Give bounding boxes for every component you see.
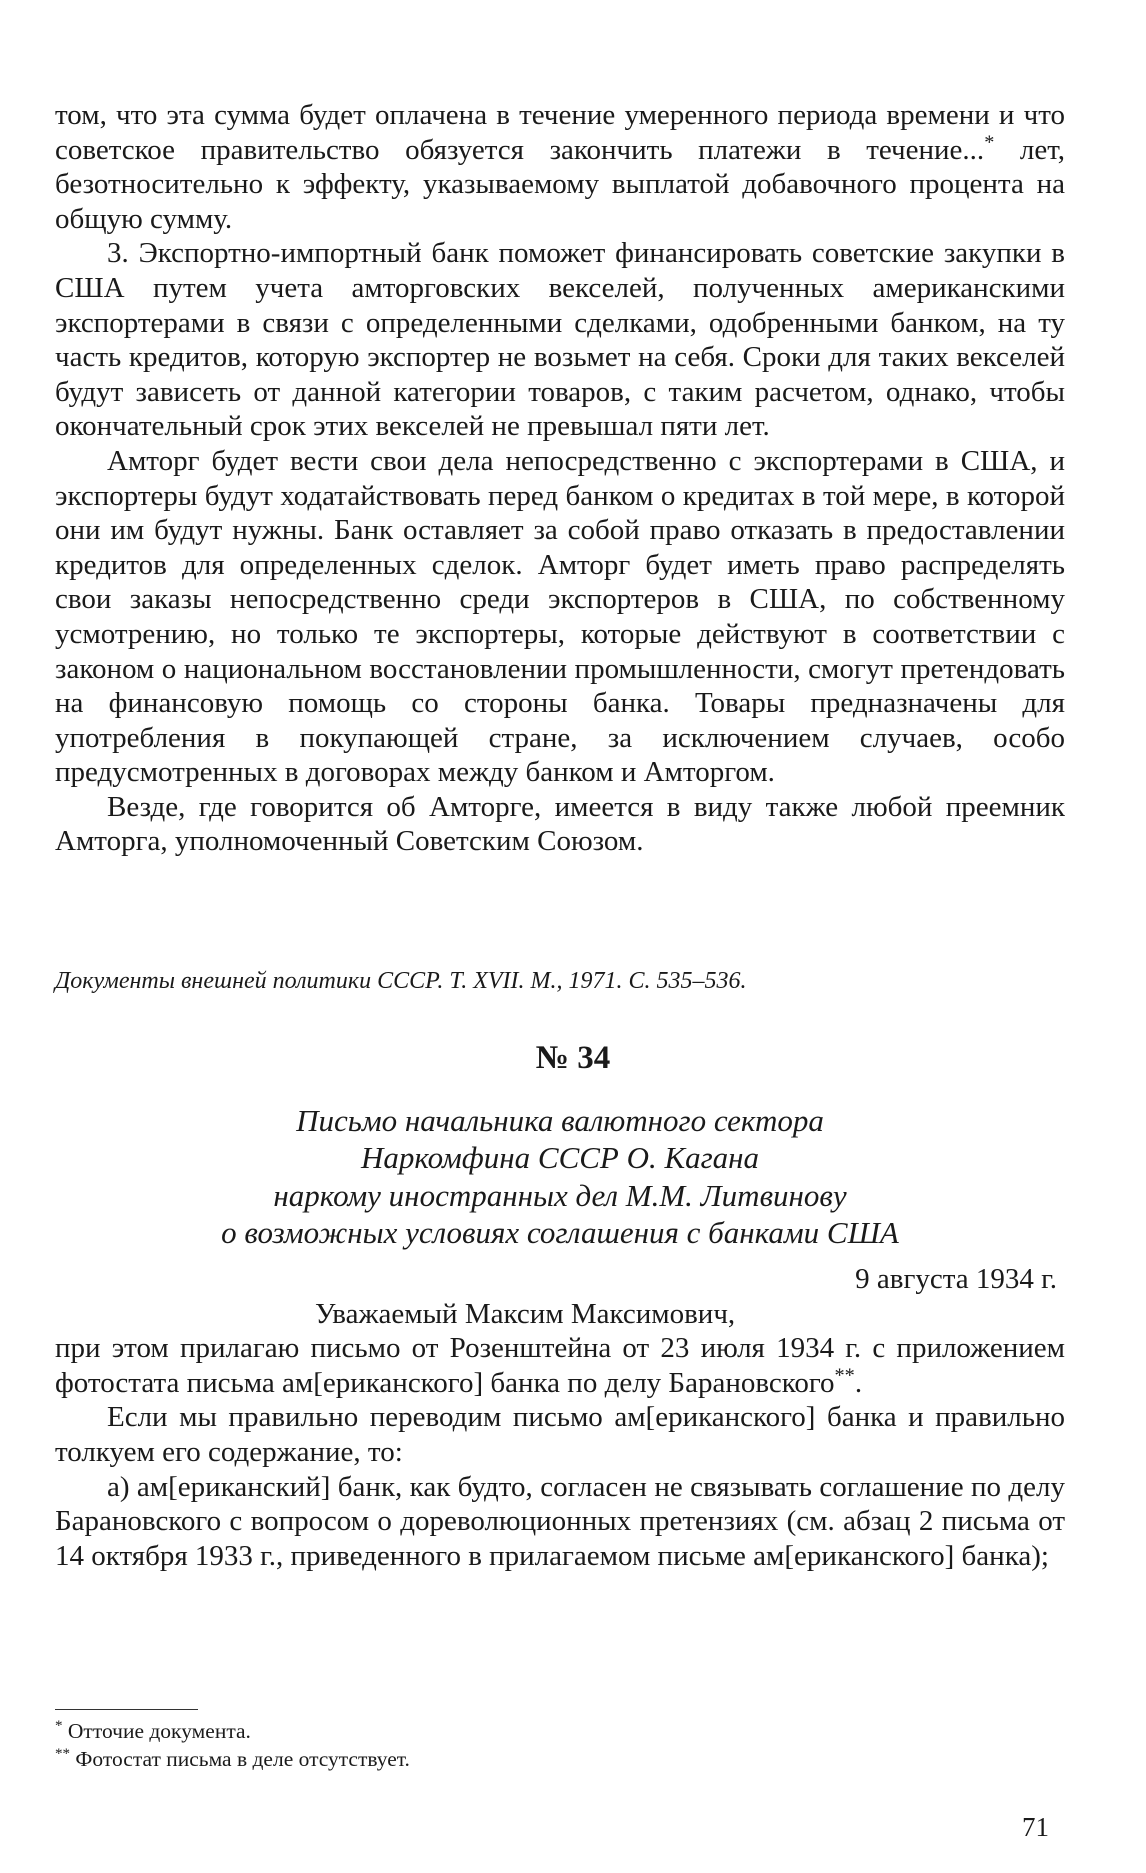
footnote-ref: **: [834, 1364, 855, 1387]
title-line: Наркомфина СССР О. Кагана: [360, 1140, 760, 1176]
main-text: [55, 98, 1065, 859]
paragraph: Везде, где говорится об Амторге, имеется в виду также любой преемник Амторга, уполномоченный Советским Союзом.: [55, 790, 1065, 858]
page-number: 71: [1022, 1812, 1049, 1842]
footnote: * Отточие документа.: [55, 1717, 251, 1743]
title-line: наркому иностранных дел М.М. Литвинову: [273, 1177, 847, 1213]
footnote: ** Фотостат письма в деле отсутствует.: [55, 1745, 410, 1771]
letter-date: 9 августа 1934 г.: [855, 1263, 1057, 1295]
title-line: о возможных условиях соглашения с банками США: [221, 1214, 899, 1250]
letter-text: [55, 1262, 1065, 1573]
paragraph: 3. Экспортно-импортный банк поможет финансировать советские закупки в США путем учета амторговских векселей, полученных американскими экспортерами в связи с определенными сделками, одобренными банком, на ту часть кредитов, которую экспортер не возьмет на себя. Сроки для таких векселей будут зависеть от данной категории товаров, с таким расчетом, однако, чтобы окончательный срок этих векселей не превышал пяти лет.: [55, 237, 1065, 443]
paragraph: при этом прилагаю письмо от Розенштейна от 23 июля 1934 г. с приложением фотостата письма ам[ериканского] банка по делу Барановского**.: [55, 1332, 1065, 1399]
paragraph: Если мы правильно переводим письмо ам[ериканского] банка и правильно толкуем его содержание, то:: [55, 1401, 1065, 1468]
paragraph: а) ам[ериканский] банк, как будто, согласен не связывать соглашение по делу Барановского с вопросом о дореволюционных претензиях (см. абзац 2 письма от 14 октября 1933 г., приведенного в прилагаемом письме ам[ериканского] банка);: [55, 1470, 1065, 1572]
footnote-divider: [55, 1709, 198, 1710]
document-number: № 34: [535, 1040, 611, 1076]
salutation: Уважаемый Максим Максимович,: [315, 1297, 736, 1330]
footnotes: [55, 1717, 855, 1773]
footnote-ref: *: [984, 130, 995, 153]
paragraph-continuation: том, что эта сумма будет оплачена в течение умеренного периода времени и что советское правительство обязуется закончить платежи в течение...* лет, безотносительно к эффекту, указываемому выплатой добавочного процента на общую сумму.: [55, 99, 1066, 235]
title-line: Письмо начальника валютного сектора: [296, 1103, 824, 1138]
paragraph: Амторг будет вести свои дела непосредственно с экспортерами в США, и экспортеры будут ходатайствовать перед банком о кредитах в той мере, в которой они им будут нужны. Банк оставляет за собой право отказать в предоставлении кредитов для определенных сделок. Амторг будет иметь право распределять свои заказы непосредственно среди экспортеров в США, по собственному усмотрению, но только те экспортеры, которые действуют в соответствии с законом о национальном восстановлении промышленности, смогут претендовать на финансовую помощь со стороны банка. Товары предназначены для употребления в покупающей стране, за исключением случаев, особо предусмотренных в договорах между банком и Амторгом.: [55, 444, 1065, 789]
source-citation: Документы внешней политики СССР. Т. XVII. М., 1971. С. 535–536.: [55, 968, 747, 994]
document-title: [55, 1102, 1065, 1251]
